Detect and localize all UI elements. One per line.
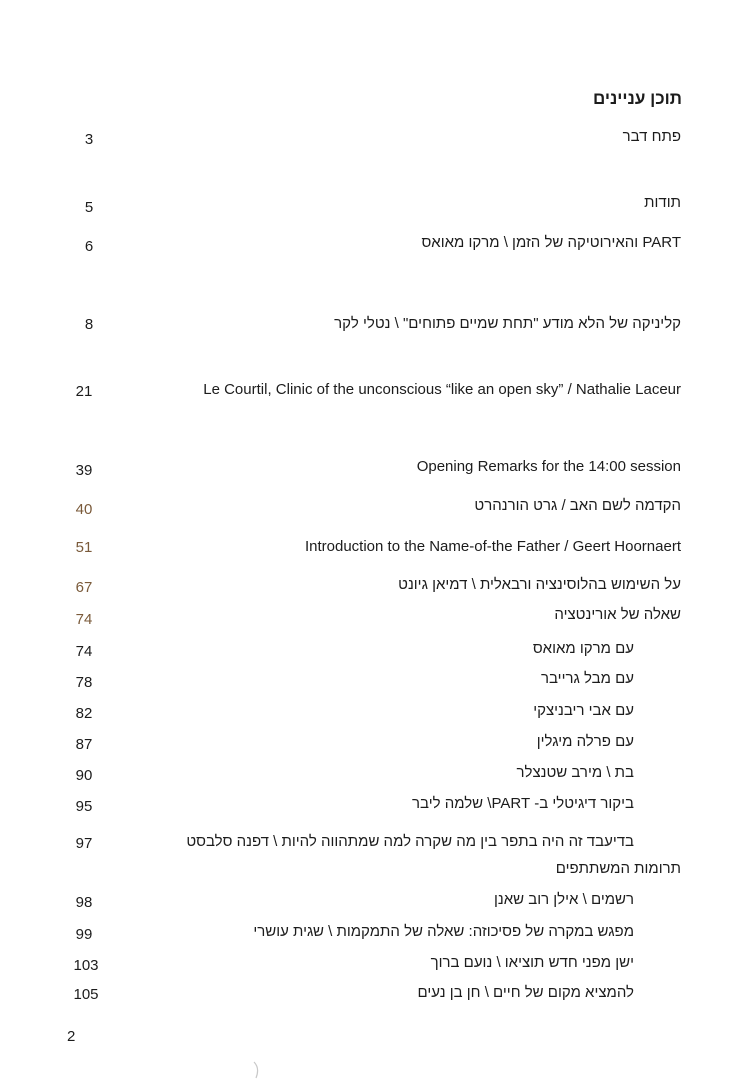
toc-entry-text: בת \ מירב שטנצלר [516,764,634,781]
toc-entry-page: 39 [75,462,93,479]
toc-entry-page: 51 [75,539,93,556]
toc-entry-page: 21 [75,383,93,400]
toc-entry-page: 74 [75,643,93,660]
toc-entry-text: קליניקה של הלא מודע "תחת שמיים פתוחים" \ נטלי לקר [334,315,681,332]
toc-title: תוכן עניינים [592,89,682,108]
toc-entry-text: הקדמה לשם האב / גרט הורנהרט [474,497,681,514]
toc-entry-text: תודות [644,194,681,211]
toc-entry-text: להמציא מקום של חיים \ חן בן נעים [417,984,634,1001]
toc-entry-text: עם אבי ריבניצקי [533,702,634,719]
toc-entry-text: PART והאירוטיקה של הזמן \ מרקו מאואס [421,234,681,251]
toc-entry-text: עם מבל גרייבר [541,670,634,687]
toc-entry-text: עם מרקו מאואס [532,640,634,657]
toc-entry-page: 67 [75,579,93,596]
toc-entry-text: פתח דבר [622,128,681,145]
toc-entry-text: שאלה של אורינטציה [554,606,681,623]
scan-artifact-mark [250,1060,264,1080]
toc-entry-text: מפגש במקרה של פסיכוזה: שאלה של התמקמות \ שגית עושרי [253,923,634,940]
toc-entry-text: Le Courtil, Clinic of the unconscious “like an open sky” / Nathalie Laceur [203,381,681,398]
toc-entry-text: Introduction to the Name-of-the Father / Geert Hoornaert [304,538,681,555]
toc-section-heading: תרומות המשתתפים [555,860,681,877]
toc-entry-text: רשמים \ אילן רוב שאנן [493,891,634,908]
toc-entry-text: בדיעבד זה היה בתפר בין מה שקרה למה שמתהווה להיות \ דפנה סלבסט [186,833,634,850]
toc-entry-page: 87 [75,736,93,753]
toc-entry-text: ביקור דיגיטלי ב- PART\ שלמה ליבר [412,795,634,812]
toc-entry-page: 82 [75,705,93,722]
toc-entry-page: 103 [73,957,99,974]
toc-entry-text: ישן מפני חדש תוציאו \ נועם ברוך [430,954,634,971]
toc-entry-page: 97 [75,835,93,852]
toc-entry-page: 6 [84,238,94,255]
toc-entry-page: 3 [84,131,94,148]
toc-entry-page: 99 [75,926,93,943]
toc-entry-page: 90 [75,767,93,784]
toc-entry-page: 78 [75,674,93,691]
toc-entry-page: 8 [84,316,94,333]
toc-entry-text: Opening Remarks for the 14:00 session [416,458,681,475]
toc-entry-page: 105 [73,986,99,1003]
toc-entry-page: 95 [75,798,93,815]
toc-entry-page: 98 [75,894,93,911]
footer-page-number: 2 [67,1028,76,1045]
toc-entry-page: 5 [84,199,94,216]
toc-entry-page: 40 [75,501,93,518]
toc-entry-page: 74 [75,611,93,628]
toc-entry-text: עם פרלה מיגלין [536,733,634,750]
toc-entry-text: על השימוש בהלוסינציה ורבאלית \ דמיאן גיונט [398,576,681,593]
